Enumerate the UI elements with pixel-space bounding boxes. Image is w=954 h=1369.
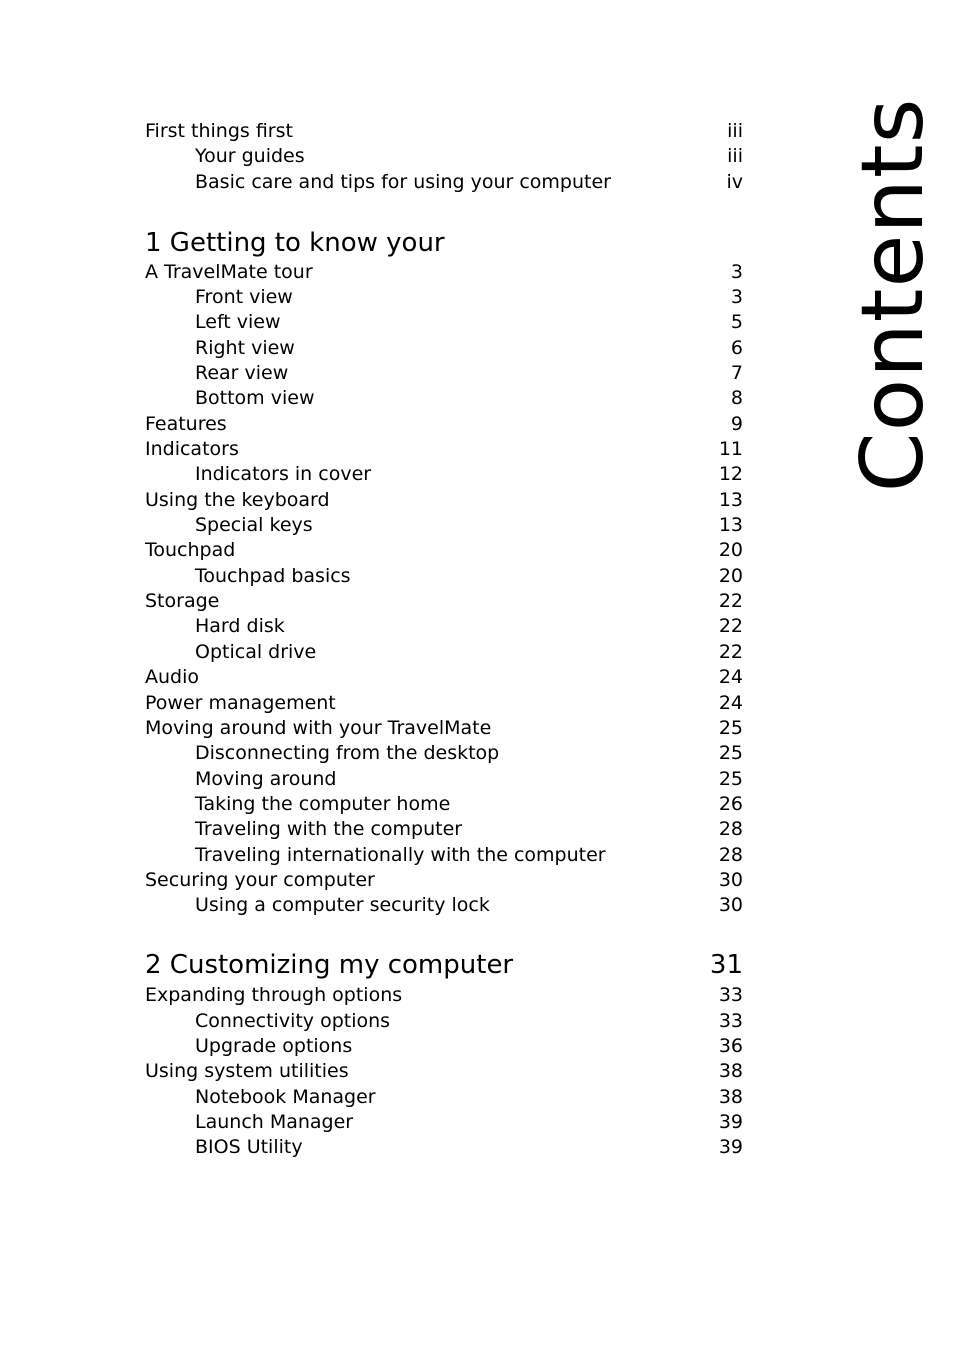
toc-entry-page-number: 24 [718,666,743,688]
toc-entry-page-number: 12 [718,463,743,485]
toc-entry[interactable] [145,309,743,335]
toc-entry-title: Features [145,413,227,435]
toc-entry[interactable] [145,639,743,665]
toc-entry-title: Storage [145,590,220,612]
toc-entry-page-number: iv [726,171,743,193]
toc-entry-title: 2 Customizing my computer [145,950,514,980]
toc-entry[interactable] [145,143,743,169]
toc-entry[interactable] [145,1058,743,1084]
toc-entry-page-number: 31 [709,950,743,980]
toc-entry-title: Touchpad basics [195,565,351,587]
toc-entry-page-number: iii [727,120,743,142]
toc-entry-page-number: 20 [718,565,743,587]
toc-entry-title: Indicators [145,438,239,460]
toc-entry-title: Expanding through options [145,984,403,1006]
toc-entry-title: Using a computer security lock [195,894,490,916]
toc-entry-page-number: 24 [718,692,743,714]
toc-entry[interactable] [145,563,743,589]
toc-entry[interactable] [145,892,743,918]
toc-entry[interactable] [145,411,743,437]
toc-entry-title: Optical drive [195,641,317,663]
toc-entry-title: Upgrade options [195,1035,353,1057]
toc-entry[interactable] [145,335,743,361]
toc-entry[interactable] [145,715,743,741]
toc-entry-title: Moving around [195,768,337,790]
toc-entry-page-number: 22 [718,641,743,663]
toc-entry-title: Using system utilities [145,1060,349,1082]
toc-entry-page-number: 20 [718,539,743,561]
toc-entry-page-number: 25 [718,717,743,739]
toc-entry[interactable] [145,385,743,411]
toc-entry-title: First things first [145,120,293,142]
toc-entry-title: Left view [195,311,281,333]
toc-entry-title: Launch Manager [195,1111,354,1133]
toc-entry-page-number: 26 [718,793,743,815]
toc-entry-page-number: 22 [718,590,743,612]
toc-entry-page-number: 30 [718,894,743,916]
side-title-text: Contents [843,97,943,493]
toc-entry-page-number: 33 [718,984,743,1006]
side-title [843,97,943,493]
toc-chapter-heading[interactable] [145,948,743,982]
toc-entry-title: Using the keyboard [145,489,330,511]
toc-entry-title: Touchpad [145,539,236,561]
toc-entry-page-number: 22 [718,615,743,637]
toc-entry[interactable] [145,169,743,195]
toc-entry-page-number: 36 [718,1035,743,1057]
toc-entry-title: Taking the computer home [195,793,451,815]
toc-entry-title: Notebook Manager [195,1086,376,1108]
toc-entry-title: Your guides [195,145,305,167]
toc-entry[interactable] [145,766,743,792]
toc-entry-title: Front view [195,286,293,308]
toc-entry-page-number: 3 [730,261,743,283]
toc-entry-title: Right view [195,337,295,359]
toc-entry-page-number: 13 [718,514,743,536]
toc-entry-title: Traveling internationally with the computer [195,844,606,866]
toc-entry-page-number: 28 [718,818,743,840]
toc-entry[interactable] [145,816,743,842]
toc-entry[interactable] [145,842,743,868]
toc-entry[interactable] [145,512,743,538]
toc-entry-page-number: 11 [718,438,743,460]
toc-entry-page-number: 3 [730,286,743,308]
toc-chapter-heading[interactable] [145,226,743,260]
toc-entry[interactable] [145,537,743,563]
toc-entry-page-number: 7 [730,362,743,384]
toc-entry-title: Moving around with your TravelMate [145,717,492,739]
toc-entry-page-number: 8 [730,387,743,409]
toc-entry[interactable] [145,1008,743,1034]
toc-entry[interactable] [145,487,743,513]
toc-entry-title: BIOS Utility [195,1136,303,1158]
toc-entry-page-number: 5 [730,311,743,333]
toc-entry[interactable] [145,613,743,639]
toc-entry[interactable] [145,664,743,690]
toc-entry-page-number: 30 [718,869,743,891]
toc-entry-page-number: 9 [730,413,743,435]
toc-entry-page-number: 39 [718,1111,743,1133]
toc-entry-page-number: iii [727,145,743,167]
toc-entry[interactable] [145,284,743,310]
toc-entry-page-number: 25 [718,768,743,790]
toc-entry-page-number: 33 [718,1010,743,1032]
toc-entry-title: Disconnecting from the desktop [195,742,500,764]
table-of-contents [145,0,745,1369]
toc-entry[interactable] [145,1134,743,1160]
toc-entry[interactable] [145,1084,743,1110]
toc-entry-title: Special keys [195,514,313,536]
toc-entry[interactable] [145,588,743,614]
toc-entry-page-number: 38 [718,1060,743,1082]
toc-entry[interactable] [145,1109,743,1135]
toc-entry[interactable] [145,791,743,817]
toc-entry-title: Basic care and tips for using your computer [195,171,611,193]
toc-entry[interactable] [145,118,743,144]
toc-entry-title: Power management [145,692,336,714]
toc-entry[interactable] [145,1033,743,1059]
toc-entry-title: Indicators in cover [195,463,372,485]
toc-entry[interactable] [145,360,743,386]
toc-entry-title: Rear view [195,362,289,384]
toc-entry[interactable] [145,740,743,766]
toc-entry-title: Traveling with the computer [195,818,463,840]
toc-entry-title: 1 Getting to know your [145,228,445,258]
toc-entry[interactable] [145,867,743,893]
toc-entry[interactable] [145,436,743,462]
toc-entry-page-number: 28 [718,844,743,866]
toc-entry[interactable] [145,461,743,487]
toc-entry-title: Connectivity options [195,1010,391,1032]
toc-entry-title: Hard disk [195,615,285,637]
toc-entry[interactable] [145,982,743,1008]
toc-entry-title: Audio [145,666,200,688]
toc-entry[interactable] [145,259,743,285]
toc-entry[interactable] [145,690,743,716]
toc-entry-title: Bottom view [195,387,315,409]
toc-entry-title: Securing your computer [145,869,375,891]
toc-entry-page-number: 6 [730,337,743,359]
toc-entry-page-number: 25 [718,742,743,764]
toc-entry-title: A TravelMate tour [145,261,313,283]
toc-entry-page-number: 13 [718,489,743,511]
toc-entry-page-number: 38 [718,1086,743,1108]
toc-entry-page-number: 39 [718,1136,743,1158]
